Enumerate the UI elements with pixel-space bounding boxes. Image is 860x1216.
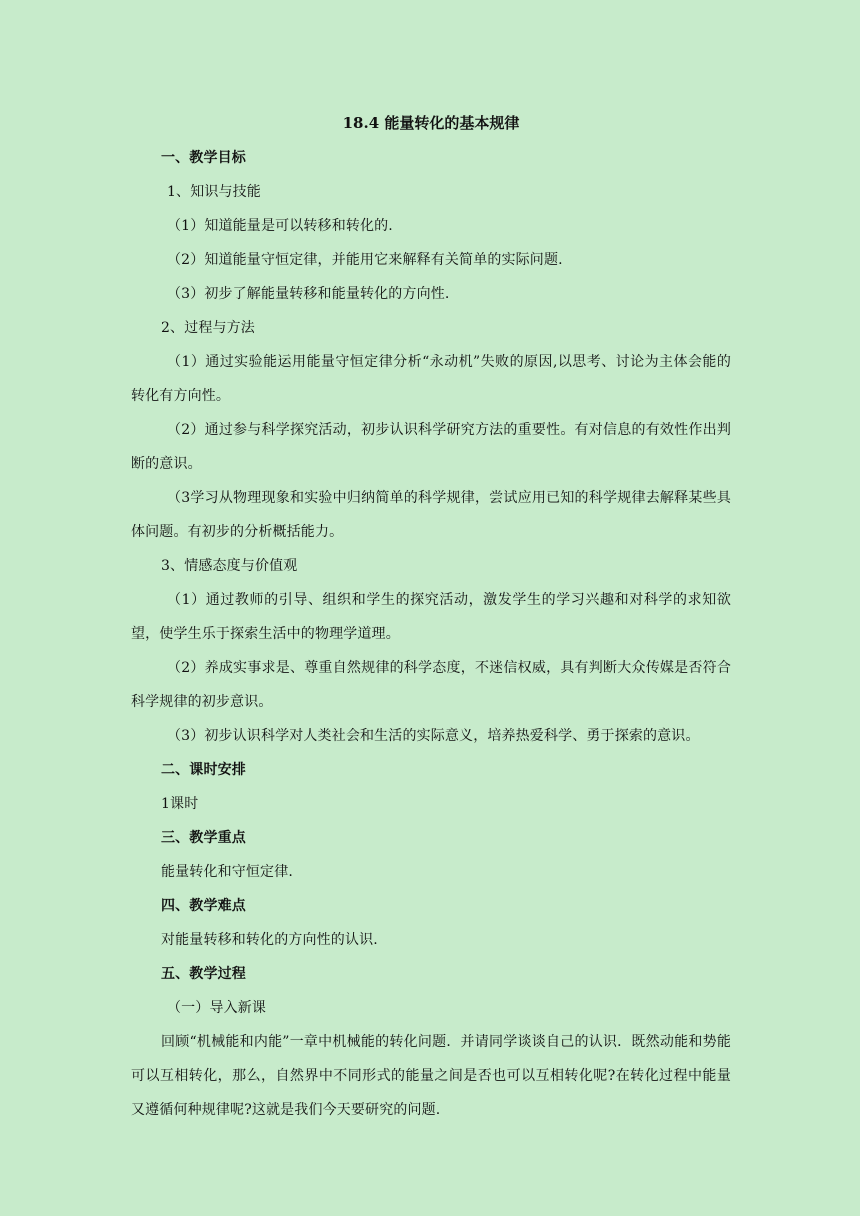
subsection-heading-introduction: （一）导入新课 [167, 1000, 267, 1016]
paragraph: 对能量转移和转化的方向性的认识. [161, 932, 378, 948]
section-heading-teaching-goals: 一、教学目标 [161, 150, 246, 166]
document-body [131, 108, 731, 1127]
section-heading-schedule: 二、课时安排 [161, 762, 246, 778]
paragraph: （2）知道能量守恒定律，并能用它来解释有关简单的实际问题. [167, 252, 563, 268]
document-title: 18.4 能量转化的基本规律 [342, 114, 520, 132]
section-heading-teaching-process: 五、教学过程 [161, 966, 246, 982]
section-heading-key-points: 三、教学重点 [161, 830, 246, 846]
paragraph: （2）通过参与科学探究活动，初步认识科学研究方法的重要性。有对信息的有效性作出判断的意识。 [131, 422, 731, 472]
subsection-heading-knowledge-skills: 1、知识与技能 [167, 184, 261, 200]
paragraph: （3学习从物理现象和实验中归纳简单的科学规律，尝试应用已知的科学规律去解释某些具体问题。有初步的分析概括能力。 [131, 490, 731, 540]
subsection-heading-process-method: 2、过程与方法 [161, 320, 255, 336]
paragraph: （3）初步认识科学对人类社会和生活的实际意义，培养热爱科学、勇于探索的意识。 [167, 728, 700, 744]
section-heading-difficulties: 四、教学难点 [161, 898, 246, 914]
subsection-heading-attitude-values: 3、情感态度与价值观 [161, 558, 298, 574]
paragraph: （1）知道能量是可以转移和转化的. [167, 218, 393, 234]
paragraph: 能量转化和守恒定律. [161, 864, 293, 880]
paragraph: （3）初步了解能量转移和能量转化的方向性. [167, 286, 450, 302]
paragraph: （1）通过实验能运用能量守恒定律分析“永动机”失败的原因,以思考、讨论为主体会能的转化有方向性。 [131, 354, 731, 404]
paragraph: 1课时 [161, 796, 199, 812]
paragraph: 回顾“机械能和内能”一章中机械能的转化问题．并请同学谈谈自己的认识．既然动能和势能可以互相转化，那么，自然界中不同形式的能量之间是否也可以互相转化呢?在转化过程中能量又遵循何种规律呢?这就是我们今天要研究的问题. [131, 1034, 731, 1118]
paragraph: （2）养成实事求是、尊重自然规律的科学态度，不迷信权威，具有判断大众传媒是否符合科学规律的初步意识。 [131, 660, 731, 710]
paragraph: （1）通过教师的引导、组织和学生的探究活动，激发学生的学习兴趣和对科学的求知欲望，使学生乐于探索生活中的物理学道理。 [131, 592, 731, 642]
